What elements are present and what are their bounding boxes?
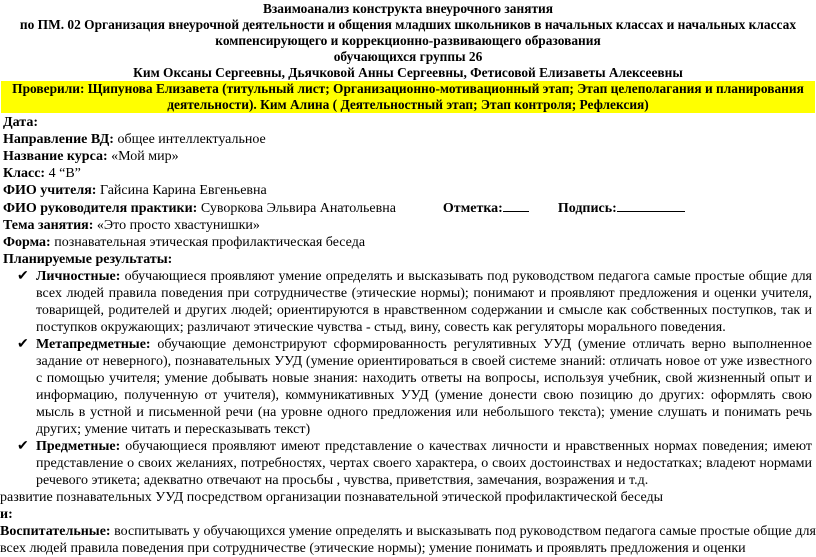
meta-results-text: обучающие демонстрируют сформированность регулятивных УУД (умение отличать верно выполненное задание от неверного), познавательных УУД (умение ориентироваться в своей системе знаний: отличать новое от уже известного с помощью учителя; умение добывать новые знания: находить ответы на вопросы, используя учебник, свой жизненный опыт и информацию, полученную от учителя), коммуникативных УУД (умение донести свою позицию до других: оформлять свою мысль в устной и письменной речи (на уровне одного предложения или небольшого текста); умение слушать и понимать речь других; умение читать и пересказывать текст) — [36, 337, 813, 437]
course-value: «Мой мир» — [111, 149, 179, 164]
date-label: Дата: — [3, 115, 38, 130]
direction-label: Направление ВД: — [3, 132, 114, 147]
header-subject-line-2: компенсирующего и коррекционно-развивающего образования — [215, 33, 601, 48]
document-title: Взаимоанализ конструкта внеурочного занятия — [262, 1, 554, 16]
document-header — [0, 0, 816, 81]
class-row — [0, 165, 816, 182]
direction-value: общее интеллектуальное — [117, 132, 266, 147]
list-item — [0, 438, 816, 489]
list-item — [0, 336, 816, 438]
meta-results-label: Метапредметные: — [36, 337, 151, 352]
topic-label: Тема занятия: — [3, 218, 94, 233]
supervisor-row — [0, 199, 816, 217]
subject-results-label: Предметные: — [36, 439, 121, 454]
mark-label: Отметка: — [442, 201, 503, 216]
info-fields — [0, 114, 816, 268]
form-row — [0, 234, 816, 251]
list-item — [0, 268, 816, 336]
form-value: познавательная этическая профилактическая беседа — [54, 235, 366, 250]
checkmark-icon: ✔ — [17, 337, 29, 352]
header-subject-line: по ПМ. 02 Организация внеурочной деятельности и общения младших школьников в начальных классах и начальных классах — [19, 17, 797, 32]
direction-row — [0, 131, 816, 148]
subject-results-text: обучающиеся проявляют имеют представление о качествах личности и нравственных нормах поведения; имеют представление о своих желаниях, потребностях, чертах своего характера, о своих достоинствах и недостатках; владеют нормами речевого этикета; адекватно отвечают на просьбы , чувства, приветствия, замечания, возражения и т.д. — [36, 439, 812, 488]
teacher-label: ФИО учителя: — [3, 183, 97, 198]
teacher-value: Гайсина Карина Евгеньевна — [99, 183, 267, 198]
checked-by-line-2: деятельности). Ким Алина ( Деятельностный этап; Этап контроля; Рефлексия) — [167, 97, 649, 112]
educational-text-1: воспитывать у обучающихся умение определять и высказывать под руководством педагога самые простые общие для — [114, 524, 816, 539]
signature-label: Подпись: — [557, 201, 617, 216]
supervisor-value: Суворкова Эльвира Анатольевна — [200, 201, 396, 216]
header-group: обучающихся группы 26 — [333, 49, 483, 64]
checkmark-icon: ✔ — [17, 439, 29, 454]
course-row — [0, 148, 816, 165]
educational-label: Воспитательные: — [0, 524, 111, 539]
signature-blank[interactable] — [617, 199, 685, 212]
class-value: 4 “В” — [48, 166, 81, 181]
form-label: Форма: — [3, 235, 51, 250]
personal-results-text: обучающиеся проявляют умение определять и высказывать под руководством педагога самые простые общие для всех людей правила поведения при сотрудничестве (этические нормы); понимают и проявляют предложения и оценки учителя, товарищей, родителей и других людей; ориентируются в нравственном содержании и смысле как собственных поступков, так и поступков окружающих; различают этические чувства - стыд, вину, совесть как регуляторы морального поведения. — [36, 269, 812, 335]
header-authors: Ким Оксаны Сергеевны, Дьячковой Анны Сергеевны, Фетисовой Елизаветы Алексеевны — [133, 65, 683, 80]
supervisor-label: ФИО руководителя практики: — [3, 201, 198, 216]
checkmark-icon: ✔ — [17, 269, 29, 284]
results-heading: Планируемые результаты: — [3, 252, 173, 267]
results-heading-row — [0, 251, 816, 268]
educational-line-1 — [0, 523, 816, 540]
educational-line-2: всех людей правила поведения при сотрудничестве (этические нормы); умение понимать и проявлять предложения и оценки — [0, 541, 746, 556]
checked-by-highlight — [1, 81, 815, 113]
teacher-row — [0, 182, 816, 199]
date-row — [0, 114, 816, 131]
goal-label-fragment: и: — [0, 507, 13, 522]
checked-by-line-1: Проверили: Щипунова Елизавета (титульный лист; Организационно-мотивационный этап; Этап целеполагания и планирования — [12, 81, 804, 96]
class-label: Класс: — [3, 166, 46, 181]
personal-results-label: Личностные: — [36, 269, 121, 284]
course-label: Название курса: — [3, 149, 108, 164]
topic-value: «Это просто хвастунишки» — [96, 218, 260, 233]
goal-line: развитие познавательных УУД посредством организации познавательной этической профилактической беседы — [0, 490, 664, 505]
topic-row — [0, 217, 816, 234]
mark-blank[interactable] — [503, 199, 529, 212]
results-list — [0, 268, 816, 489]
